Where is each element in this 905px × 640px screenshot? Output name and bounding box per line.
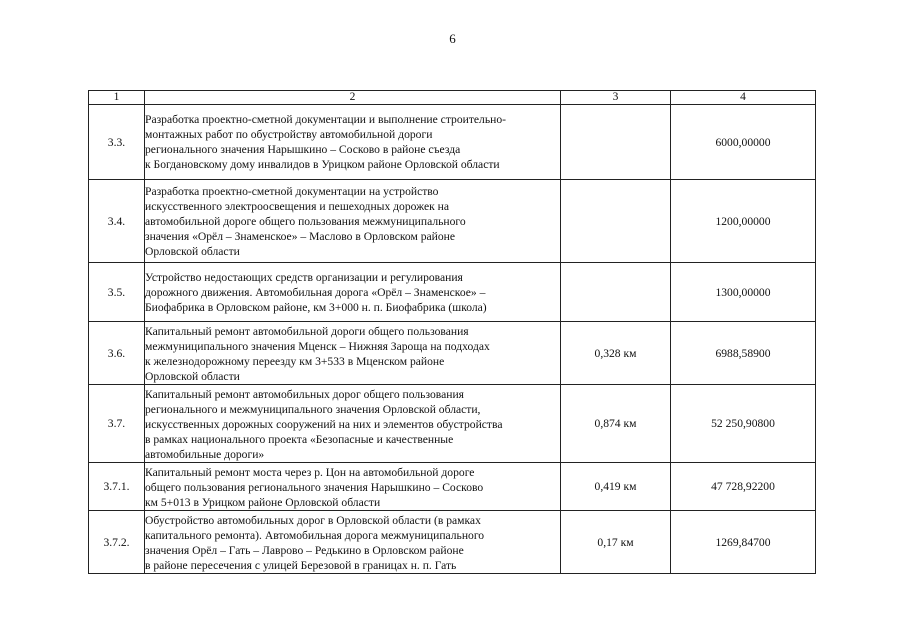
table-row (89, 263, 816, 322)
row-quantity (561, 105, 671, 180)
row-amount: 6000,00000 (671, 105, 816, 180)
row-quantity: 0,328 км (561, 322, 671, 385)
table-row (89, 322, 816, 385)
row-number: 3.4. (89, 180, 145, 263)
row-number: 3.3. (89, 105, 145, 180)
row-description: Устройство недостающих средств организации и регулирования дорожного движения. Автомобильная дорога «Орёл – Знаменское» – Биофабрика в Орловском районе, км 3+000 н. п. Биофабрика (школа) (145, 263, 561, 322)
row-description: Разработка проектно-сметной документации и выполнение строительно- монтажных работ по обустройству автомобильной дороги регионального значения Нарышкино – Сосково в районе съезда к Богдановскому дому инвалидов в Урицком районе Орловской области (145, 105, 561, 180)
row-description: Обустройство автомобильных дорог в Орловской области (в рамках капитального ремонта). Автомобильная дорога межмуниципального значения Орёл – Гать – Лаврово – Редькино в Орловском районе в районе пересечения с улицей Березовой в границах н. п. Гать (145, 511, 561, 574)
column-header-2: 2 (145, 91, 561, 105)
row-amount: 1200,00000 (671, 180, 816, 263)
row-description: Капитальный ремонт моста через р. Цон на автомобильной дороге общего пользования регионального значения Нарышкино – Сосково км 5+013 в Урицком районе Орловской области (145, 463, 561, 511)
table-header-row (89, 91, 816, 105)
row-quantity: 0,419 км (561, 463, 671, 511)
row-number: 3.7. (89, 385, 145, 463)
row-quantity (561, 263, 671, 322)
column-header-4: 4 (671, 91, 816, 105)
table-row (89, 180, 816, 263)
table-row (89, 511, 816, 574)
budget-table (88, 90, 816, 574)
row-number: 3.6. (89, 322, 145, 385)
row-number: 3.7.1. (89, 463, 145, 511)
row-description: Разработка проектно-сметной документации на устройство искусственного электроосвещения и пешеходных дорожек на автомобильной дороге общего пользования межмуниципального значения «Орёл – Знаменское» – Маслово в Орловском районе Орловской области (145, 180, 561, 263)
row-amount: 52 250,90800 (671, 385, 816, 463)
row-number: 3.7.2. (89, 511, 145, 574)
row-description: Капитальный ремонт автомобильной дороги общего пользования межмуниципального значения Мценск – Нижняя Зароща на подходах к железнодорожному переезду км 3+533 в Мценском районе Орловской области (145, 322, 561, 385)
table-row (89, 385, 816, 463)
table-row (89, 105, 816, 180)
page-number: 6 (449, 31, 456, 46)
column-header-3: 3 (561, 91, 671, 105)
row-amount: 1300,00000 (671, 263, 816, 322)
row-quantity: 0,17 км (561, 511, 671, 574)
row-quantity (561, 180, 671, 263)
row-amount: 6988,58900 (671, 322, 816, 385)
row-description: Капитальный ремонт автомобильных дорог общего пользования регионального и межмуниципального значения Орловской области, искусственных дорожных сооружений на них и элементов обустройства в рамках национального проекта «Безопасные и качественные автомобильные дороги» (145, 385, 561, 463)
table-row (89, 463, 816, 511)
row-amount: 47 728,92200 (671, 463, 816, 511)
row-amount: 1269,84700 (671, 511, 816, 574)
row-quantity: 0,874 км (561, 385, 671, 463)
row-number: 3.5. (89, 263, 145, 322)
column-header-1: 1 (89, 91, 145, 105)
